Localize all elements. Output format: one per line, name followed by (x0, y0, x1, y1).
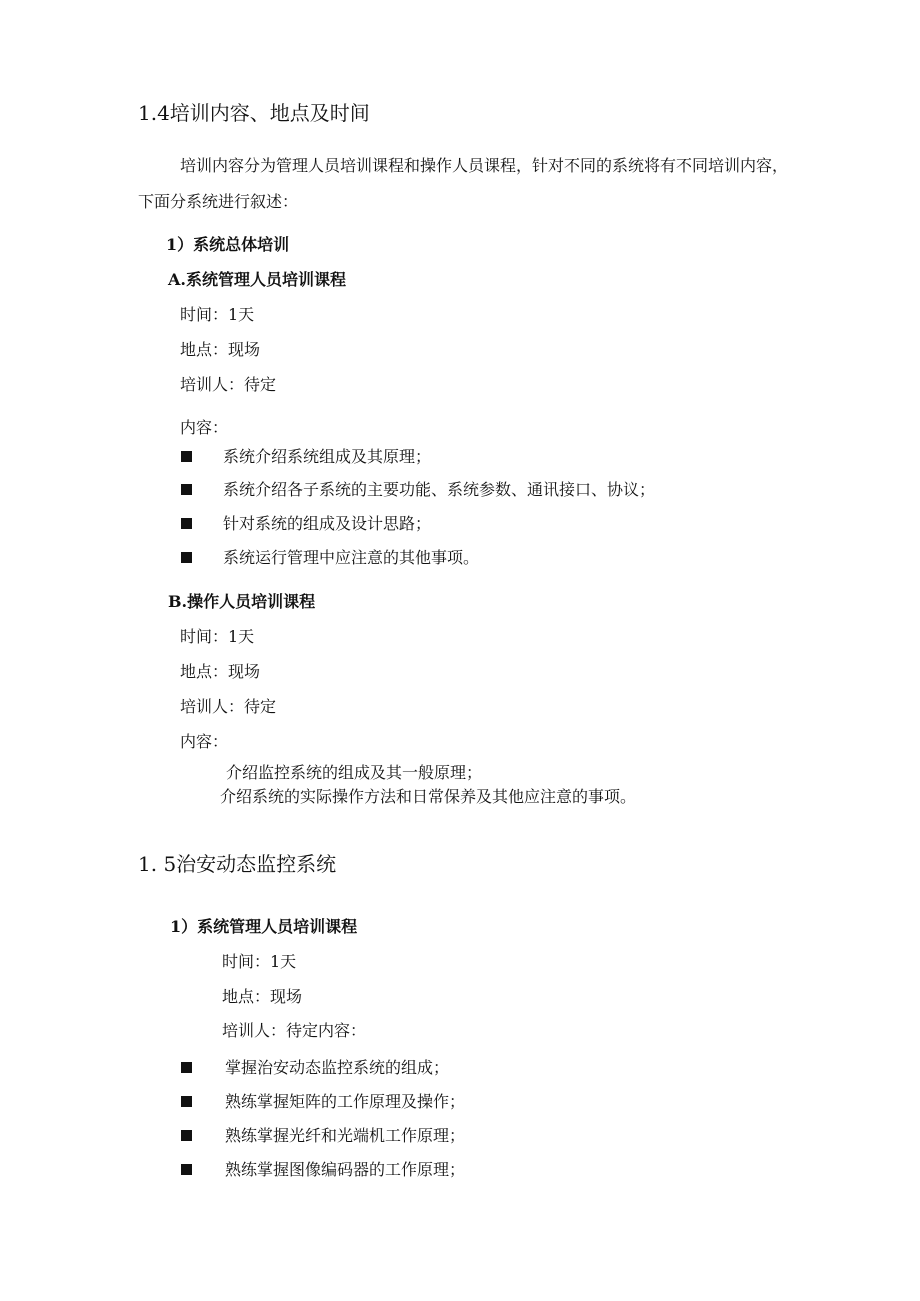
course-a-place: 地点：现场 (180, 340, 261, 359)
admin-place: 地点：现场 (222, 987, 303, 1006)
section-heading-1-4: 1.4培训内容、地点及时间 (138, 101, 370, 125)
course-a-title: A.系统管理人员培训课程 (168, 270, 346, 289)
bullet-square-icon (181, 518, 192, 529)
admin-time: 时间：1天 (222, 952, 297, 971)
course-b-time: 时间：1天 (180, 627, 255, 646)
course-b-content-label: 内容： (180, 732, 229, 751)
course-b-trainer: 培训人：待定 (180, 697, 277, 716)
course-a-item: 针对系统的组成及设计思路； (223, 514, 432, 533)
intro-line-1: 培训内容分为管理人员培训课程和操作人员课程，针对不同的系统将有不同培训内容， (180, 156, 789, 175)
bullet-square-icon (181, 1164, 192, 1175)
course-b-item: 介绍监控系统的组成及其一般原理； (226, 763, 483, 782)
admin-item: 熟练掌握图像编码器的工作原理； (225, 1160, 466, 1179)
course-b-item: 介绍系统的实际操作方法和日常保养及其他应注意的事项。 (220, 787, 637, 806)
course-b-title: B.操作人员培训课程 (168, 592, 316, 611)
subsection-overall-training: 1）系统总体培训 (166, 235, 290, 254)
course-a-content-label: 内容： (180, 418, 229, 437)
course-b-place: 地点：现场 (180, 662, 261, 681)
admin-item: 熟练掌握矩阵的工作原理及操作； (225, 1092, 466, 1111)
bullet-square-icon (181, 552, 192, 563)
bullet-square-icon (181, 1130, 192, 1141)
subsection-admin-training: 1）系统管理人员培训课程 (170, 917, 358, 936)
bullet-square-icon (181, 1062, 192, 1073)
course-a-item: 系统介绍各子系统的主要功能、系统参数、通讯接口、协议； (223, 480, 656, 499)
admin-trainer-content: 培训人：待定内容： (222, 1021, 367, 1040)
admin-item: 掌握治安动态监控系统的组成； (225, 1058, 450, 1077)
bullet-square-icon (181, 451, 192, 462)
course-a-item: 系统运行管理中应注意的其他事项。 (223, 548, 480, 567)
course-a-trainer: 培训人：待定 (180, 375, 277, 394)
course-a-time: 时间：1天 (180, 305, 255, 324)
admin-item: 熟练掌握光纤和光端机工作原理； (225, 1126, 466, 1145)
intro-line-2: 下面分系统进行叙述： (138, 192, 299, 211)
course-a-item: 系统介绍系统组成及其原理； (223, 447, 432, 466)
section-heading-1-5: 1. 5治安动态监控系统 (138, 852, 337, 876)
bullet-square-icon (181, 484, 192, 495)
bullet-square-icon (181, 1096, 192, 1107)
